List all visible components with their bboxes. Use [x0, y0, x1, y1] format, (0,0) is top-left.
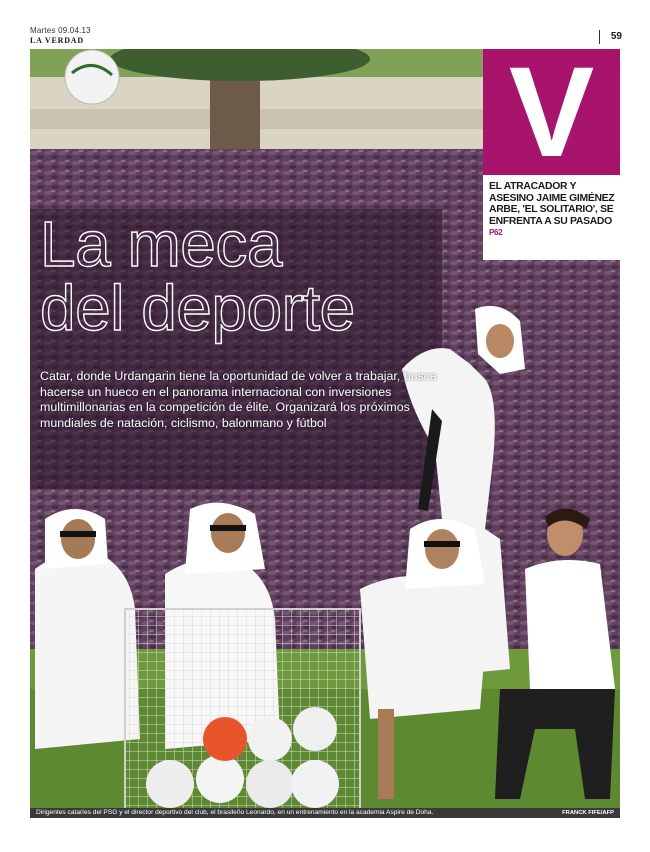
issue-date: Martes 09.04.13: [30, 26, 91, 35]
promo-box[interactable]: [483, 41, 620, 260]
headline: [40, 208, 355, 344]
caption-text: Dirigentes cataríes del PSG y el director deportivo del club, el brasileño Leonardo, en un entrenamiento en la academia Aspire de Doha.: [36, 809, 434, 816]
floating-ball: [65, 50, 119, 104]
promo-letter-block: [483, 41, 620, 184]
photo-credit: FRANCK FIFE/AFP: [562, 810, 614, 816]
headline-line-2: del deporte: [40, 272, 355, 344]
promo-letter: V: [508, 41, 595, 184]
page-number: 59: [610, 31, 622, 42]
page-divider: [599, 30, 600, 44]
promo-teaser: EL ATRACADOR Y ASESINO JAIME GIMÉNEZ ARBE, 'EL SOLITARIO', SE ENFRENTA A SU PASADO: [489, 181, 615, 227]
photo-caption: [30, 808, 620, 818]
deck-text: Catar, donde Urdangarin tiene la oportunidad de volver a trabajar, busca hacerse un hueco en el panorama internacional con inversiones multimillonarias en la competición de élite. Organizará los próximos mundiales de natación, ciclismo, balonmano y fútbol: [40, 369, 437, 430]
newspaper-name: LA VERDAD: [30, 36, 84, 45]
promo-text: [489, 181, 617, 239]
headline-line-1: La meca: [40, 208, 282, 280]
promo-page-ref: P62: [489, 228, 503, 238]
